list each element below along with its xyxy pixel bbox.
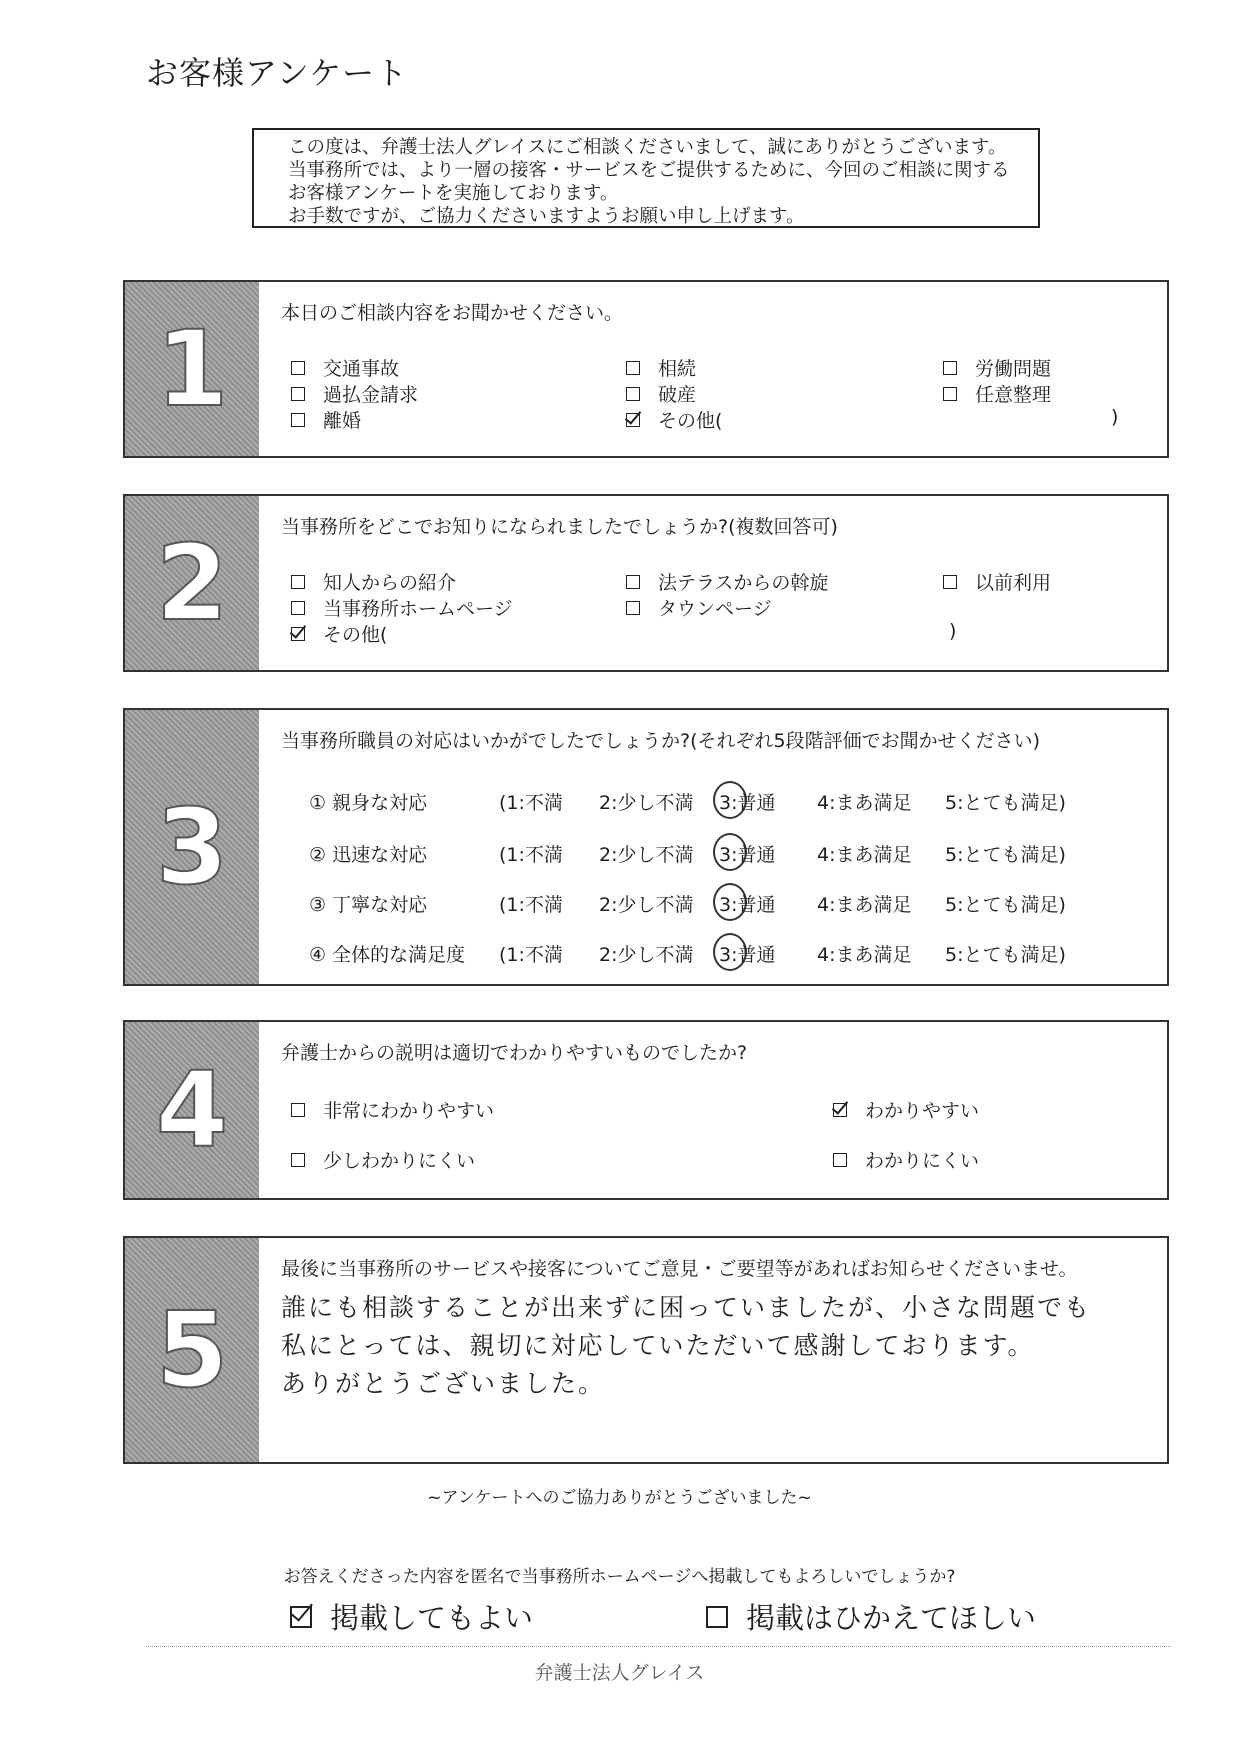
checkbox-option[interactable]: 少しわかりにくい (291, 1146, 475, 1173)
rating-option-2[interactable]: 2:少し不満 (599, 894, 694, 916)
section-4 (123, 1020, 1169, 1200)
rating-option-5[interactable]: 5:とても満足) (945, 944, 1066, 966)
checkbox-icon[interactable] (291, 1153, 305, 1167)
question-2: 当事務所をどこでお知りになられましたでしょうか?(複数回答可) (281, 516, 838, 538)
rating-item-label: ① 親身な対応 (309, 792, 428, 814)
question-1: 本日のご相談内容をお聞かせください。 (281, 302, 624, 324)
checkbox-icon[interactable] (291, 361, 305, 375)
section-number: 3 (125, 710, 259, 984)
close-paren: ) (949, 620, 957, 642)
checkbox-option[interactable]: 知人からの紹介 (291, 568, 456, 595)
checkbox-option[interactable]: その他( (626, 406, 722, 433)
intro-line: お客様アンケートを実施しております。 (288, 183, 619, 204)
checkbox-icon[interactable] (291, 601, 305, 615)
checkbox-option[interactable]: 法テラスからの斡旋 (626, 568, 828, 595)
section-5 (123, 1236, 1169, 1464)
checked-checkbox-icon[interactable] (833, 1103, 847, 1117)
rating-option-4[interactable]: 4:まあ満足 (817, 894, 912, 916)
consent-question: お答えくださった内容を匿名で当事務所ホームページへ掲載してもよろしいでしょうか? (283, 1567, 956, 1587)
checkbox-icon[interactable] (833, 1153, 847, 1167)
checkbox-icon[interactable] (626, 361, 640, 375)
rating-option-2[interactable]: 2:少し不満 (599, 792, 694, 814)
rating-item-label: ② 迅速な対応 (309, 844, 428, 866)
intro-line: 当事務所では、より一層の接客・サービスをご提供するために、今回のご相談に関する (288, 160, 1010, 181)
checkbox-icon[interactable] (291, 575, 305, 589)
checkbox-option[interactable]: 非常にわかりやすい (291, 1096, 494, 1123)
checked-checkbox-icon[interactable] (290, 1606, 312, 1628)
question-3: 当事務所職員の対応はいかがでしたでしょうか?(それぞれ5段階評価でお聞かせください) (281, 730, 1041, 752)
checkbox-option[interactable]: 以前利用 (943, 568, 1051, 595)
intro-box (252, 128, 1040, 228)
rating-option-1[interactable]: (1:不満 (499, 894, 563, 916)
rating-option-4[interactable]: 4:まあ満足 (817, 944, 912, 966)
checkbox-option[interactable]: タウンページ (626, 594, 772, 621)
question-4: 弁護士からの説明は適切でわかりやすいものでしたか? (281, 1042, 748, 1064)
rating-option-1[interactable]: (1:不満 (499, 792, 563, 814)
checkbox-option[interactable]: わかりやすい (833, 1096, 979, 1123)
checkbox-icon[interactable] (291, 1103, 305, 1117)
checkbox-icon[interactable] (626, 387, 640, 401)
intro-line: この度は、弁護士法人グレイスにご相談くださいまして、誠にありがとうございます。 (288, 137, 1007, 158)
rating-option-5[interactable]: 5:とても満足) (945, 792, 1066, 814)
section-3: 3 当事務所職員の対応はいかがでしたでしょうか?(それぞれ5段階評価でお聞かせください) ① 親身な対応 (1:不満 2:少し不満 3:普通 4:まあ満足 5:とても満足) ② 迅速な対応 (1:不満 2:少し不満 3:普通 4:まあ満足 5:とても満足) ③ 丁寧な対応 (1:不満 2:少し不満 3:普通 4:まあ満足 5:とても満足) ④ 全体的な満足度 (1:不満 2:少し不満 3:普通 4:まあ満足 5:とても満足) (123, 708, 1169, 986)
section-number: 5 (125, 1238, 259, 1462)
section-2 (123, 494, 1169, 672)
rating-option-2[interactable]: 2:少し不満 (599, 844, 694, 866)
checkbox-icon[interactable] (943, 361, 957, 375)
rating-item-label: ④ 全体的な満足度 (309, 944, 466, 966)
question-5: 最後に当事務所のサービスや接客についてご意見・ご要望等があればお知らせくださいませ。 (281, 1258, 1078, 1280)
checkbox-option[interactable]: 相続 (626, 354, 696, 381)
checkbox-option[interactable]: 交通事故 (291, 354, 399, 381)
close-paren: ) (1111, 406, 1119, 428)
checkbox-icon[interactable] (943, 575, 957, 589)
checked-checkbox-icon[interactable] (291, 627, 305, 641)
consent-option-decline[interactable]: 掲載はひかえてほしい (706, 1596, 1036, 1637)
section-number: 4 (125, 1022, 259, 1198)
handwritten-answer-line: ありがとうございました。 (281, 1369, 606, 1398)
rating-option-1[interactable]: (1:不満 (499, 844, 563, 866)
footer-firm-name: 弁護士法人グレイス (534, 1662, 705, 1684)
page-title: お客様アンケート (146, 54, 409, 92)
thanks-message: ~アンケートへのご協力ありがとうございました~ (427, 1488, 812, 1508)
checkbox-option[interactable]: 離婚 (291, 406, 361, 433)
checkbox-option[interactable]: 任意整理 (943, 380, 1051, 407)
rating-option-1[interactable]: (1:不満 (499, 944, 563, 966)
checkbox-icon[interactable] (706, 1606, 728, 1628)
rating-option-4[interactable]: 4:まあ満足 (817, 792, 912, 814)
checkbox-option[interactable]: 当事務所ホームページ (291, 594, 513, 621)
handwritten-answer-line: 私にとっては、親切に対応していただいて感謝しております。 (281, 1331, 1035, 1360)
checkbox-option[interactable]: わかりにくい (833, 1146, 979, 1173)
checkbox-option[interactable]: 過払金請求 (291, 380, 418, 407)
divider (146, 1646, 1171, 1647)
checkbox-icon[interactable] (626, 575, 640, 589)
consent-option-publish[interactable]: 掲載してもよい (290, 1596, 533, 1637)
section-number: 2 (125, 496, 259, 670)
checkbox-icon[interactable] (943, 387, 957, 401)
rating-option-4[interactable]: 4:まあ満足 (817, 844, 912, 866)
checkbox-option[interactable]: 破産 (626, 380, 696, 407)
handwritten-answer-line: 誰にも相談することが出来ずに困っていましたが、小さな問題でも (281, 1293, 1092, 1322)
rating-option-5[interactable]: 5:とても満足) (945, 894, 1066, 916)
rating-option-5[interactable]: 5:とても満足) (945, 844, 1066, 866)
checkbox-icon[interactable] (291, 413, 305, 427)
checked-checkbox-icon[interactable] (626, 413, 640, 427)
checkbox-icon[interactable] (626, 601, 640, 615)
checkbox-icon[interactable] (291, 387, 305, 401)
checkbox-option[interactable]: その他( (291, 620, 387, 647)
section-number: 1 (125, 282, 259, 456)
section-1 (123, 280, 1169, 458)
rating-option-2[interactable]: 2:少し不満 (599, 944, 694, 966)
intro-line: お手数ですが、ご協力くださいますようお願い申し上げます。 (288, 206, 805, 227)
checkbox-option[interactable]: 労働問題 (943, 354, 1051, 381)
rating-item-label: ③ 丁寧な対応 (309, 894, 428, 916)
